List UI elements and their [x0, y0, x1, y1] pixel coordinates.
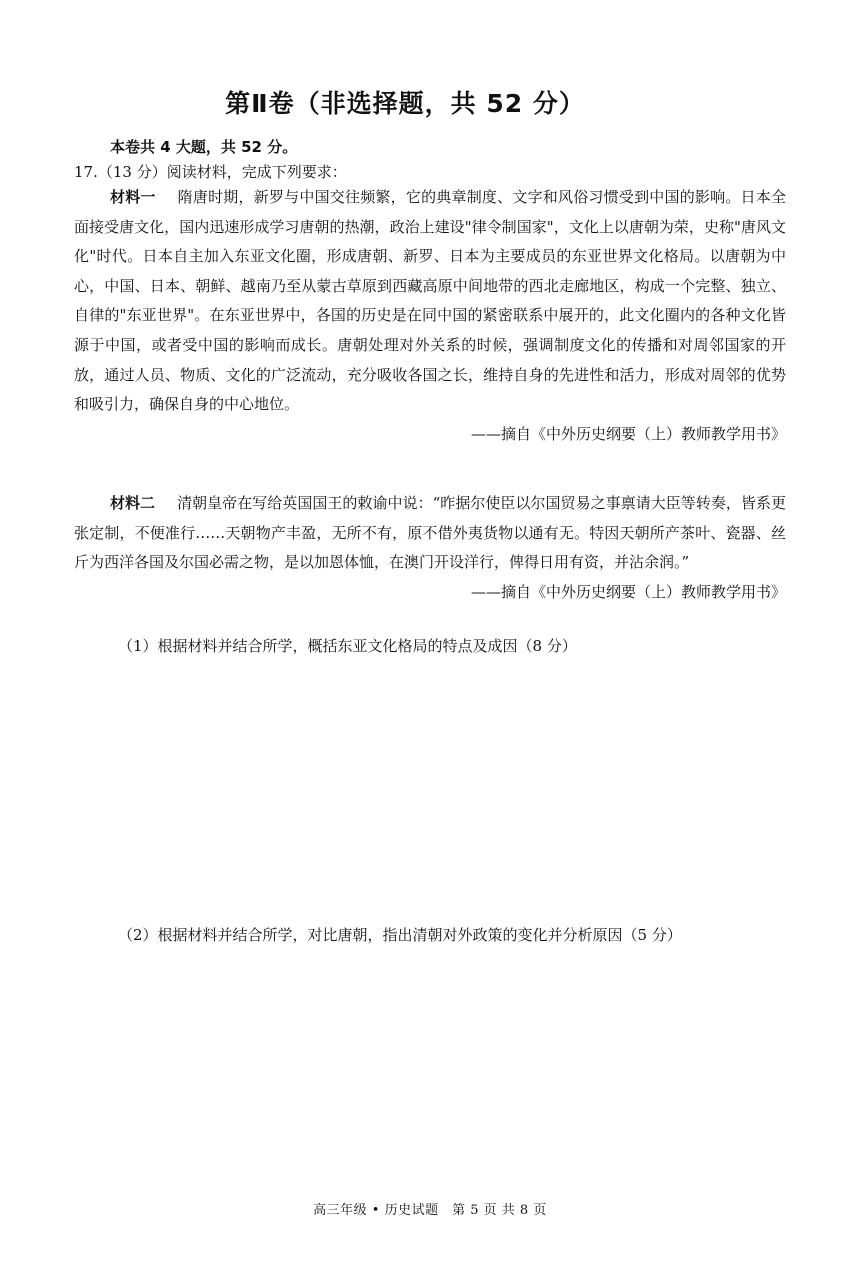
material-two-source: ——摘自《中外历史纲要（上）教师教学用书》	[470, 582, 786, 601]
material-one-body	[74, 183, 786, 420]
page-title: 第Ⅱ卷（非选择题，共 52 分）	[225, 89, 585, 118]
question-prompt: 17.（13 分）阅读材料，完成下列要求：	[74, 163, 347, 181]
sub-question-1: （1）根据材料并结合所学，概括东亚文化格局的特点及成因（8 分）	[118, 637, 577, 655]
page-footer: 高三年级 • 历史试题 第 5 页 共 8 页	[313, 1203, 547, 1218]
sub-question-2: （2）根据材料并结合所学，对比唐朝，指出清朝对外政策的变化并分析原因（5 分）	[118, 926, 682, 944]
section-note: 本卷共 4 大题，共 52 分。	[110, 138, 298, 156]
material-one-source: ——摘自《中外历史纲要（上）教师教学用书》	[470, 424, 786, 443]
material-one-label: 材料一	[110, 188, 156, 206]
material-two-text: 清朝皇帝在写给英国国王的敕谕中说：“昨据尔使臣以尔国贸易之事禀请大臣等转奏，皆系更张定制，不便准行……天朝物产丰盈，无所不有，原不借外夷货物以通有无。特因天朝所产茶叶、瓷器、丝斤为西洋各国及尔国必需之物，是以加恩体恤，在澳门开设洋行，俾得日用有资，并沾余润。”	[74, 494, 786, 572]
material-one	[74, 183, 786, 449]
material-one-text: 隋唐时期，新罗与中国交往频繁，它的典章制度、文字和风俗习惯受到中国的影响。日本全面接受唐文化，国内迅速形成学习唐朝的热潮，政治上建设"律令制国家"，文化上以唐朝为荣，史称"唐风文化"时代。日本自主加入东亚文化圈，形成唐朝、新罗、日本为主要成员的东亚世界文化格局。以唐朝为中心，中国、日本、朝鲜、越南乃至从蒙古草原到西藏高原中间地带的西北走廊地区，构成一个完整、独立、自律的"东亚世界"。在东亚世界中，各国的历史是在同中国的紧密联系中展开的，此文化圈内的各种文化皆源于中国，或者受中国的影响而成长。唐朝处理对外关系的时候，强调制度文化的传播和对周邻国家的开放，通过人员、物质、文化的广泛流动，充分吸收各国之长，维持自身的先进性和活力，形成对周邻的优势和吸引力，确保自身的中心地位。	[74, 188, 787, 414]
material-two-body	[74, 489, 786, 578]
material-two	[74, 489, 786, 607]
material-two-label: 材料二	[110, 494, 156, 512]
